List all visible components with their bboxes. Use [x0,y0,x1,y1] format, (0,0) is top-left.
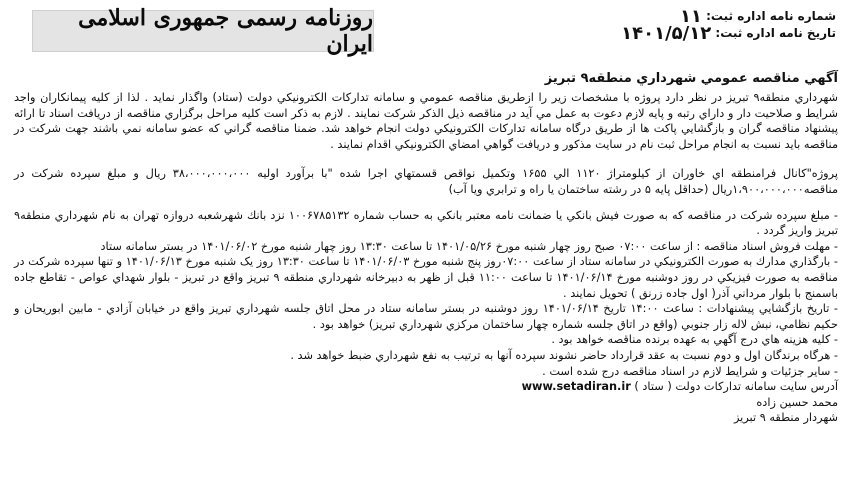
newspaper-masthead: روزنامه رسمی جمهوری اسلامی ایران [32,10,374,52]
reg-number-value: ۱۱ [679,6,702,27]
reg-date-row [621,25,836,42]
list-item: - بارگذاري مدارك به صورت الكترونيكي در سامانه ستاد از ساعت ۰۷:۰۰روز پنج شنبه مورخ ۱۴۰۱/۰۶/۰۳ تا ساعت ۱۳:۳۰ روز يک شنبه مورخ ۱۴۰۱/۰۶/۱۳ و تنها سپرده شركت در مناقصه به صورت فيزيكي در روز دوشنبه مورخ ۱۴۰۱/۰۶/۱۴ تا ساعت ۱۱:۰۰ قبل از ظهر به دبيرخانه شهرداري منطقه ۹ تبريز واقع در تبريز - بلوار شهداي عواص - تقاطع جاده باسمنج با بلوار مرداني آذر( اول جاده زرنق ) تحويل نمايند . [14,255,838,300]
page-header [14,6,838,62]
conditions-list [14,208,838,380]
site-url-link[interactable]: www.setadiran.ir [521,380,631,394]
signer-title: شهردار منطقه ۹ تبريز [733,411,838,425]
list-item: - هرگاه برندگان اول و دوم نسبت به عقد قرارداد حاضر نشوند سپرده آنها به ترتيب به نفع شهرداري ضبط خواهد شد . [290,348,838,362]
list-item: - تاريخ بازگشايي پيشنهادات : ساعت ۱۴:۰۰ تاريخ ۱۴۰۱/۰۶/۱۴ روز دوشنبه در بستر سامانه ستاد در محل اتاق جلسه شهرداري تبريز واقع در خيابان آزادي - مابين ابوريحان و حكيم نظامي، نبش لاله زار جنوبي (واقع در اتاق جلسه شماره چهار ساختمان مركزي شهرداري تبريز) خواهد بود . [14,302,838,331]
list-item: - ساير جزئيات و شرايط لازم در اسناد مناقصه درج شده است . [542,364,838,378]
site-address [14,379,838,395]
site-label: آدرس سايت سامانه تداركات دولت ( ستاد ) [634,380,838,394]
signer-name: محمد حسين زاده [756,395,838,409]
list-item: - كليه هزينه هاي درج آگهي به عهده برنده مناقصه خواهد بود . [551,333,838,347]
notice-intro: شهرداري منطقه۹ تبريز در نظر دارد پروژه با مشخصات زير را ازطريق مناقصه عمومي و سامانه تداركات الكترونيكي دولت (ستاد) واگذار نمايد . لذا از كليه پيمانكاران واجد شرايط و صلاحيت دار و داراي رتبه و پايه لازم دعوت به عمل مي آيد در مناقصه ذيل الذكر شركت نمايند . لازم به ذكر است كليه مراحل برگزاري مناقصه از دريافت اسناد تا ارائه پيشنهاد مناقصه گران و بازگشايي پاكت ها از طريق درگاه سامانه تداركات الكترونيكي دولت انجام خواهد شد. ضمنا مناقصه گراني كه عضو سامانه نمي باشند جهت شركت در مناقصه بايد نسبت به انجام مراحل ثبت نام در سايت مذكور و دريافت گواهي امضاي الكترونيكي اقدام نمايند . [14,91,838,151]
reg-date-label: تاریخ نامه اداره ثبت: [715,26,836,40]
reg-number-label: شماره نامه اداره ثبت: [706,9,836,23]
list-item: - مهلت فروش اسناد مناقصه : از ساعت ۰۷:۰۰ صبح روز چهار شنبه مورخ ۱۴۰۱/۰۵/۲۶ تا ساعت ۱۳:۳۰ روز چهار شنبه مورخ ۱۴۰۱/۰۶/۰۲ در بستر سامانه ستاد [100,239,838,253]
notice-title: آگهي مناقصه عمومي شهرداري منطقه۹ تبريز [544,71,838,86]
project-description: پروژه"كانال فرامنطقه اي خاوران از كيلومتراژ ۱۱۲۰ الي ۱۶۵۵ وتكميل نواقص قسمتهاي اجرا شده "با برآورد اوليه ۳۸،۰۰۰،۰۰۰،۰۰۰ ريال و مبلغ سپرده شركت در مناقصه۱،۹۰۰،۰۰۰،۰۰۰ريال (حداقل پايه ۵ در رشته ساختمان يا راه و ترابري ويا آب) [14,167,838,196]
list-item: - مبلغ سپرده شركت در مناقصه كه به صورت فيش بانكي يا ضمانت نامه معتبر بانكي به حساب شماره ۱۰۰۶۷۸۵۱۳۲ نزد بانك شهرشعبه دروازه تهران به نام شهرداري منطقه۹ تبريز واريز گردد . [14,208,839,238]
registration-meta [621,8,836,42]
reg-date-value: ۱۴۰۱/۵/۱۲ [621,23,712,44]
